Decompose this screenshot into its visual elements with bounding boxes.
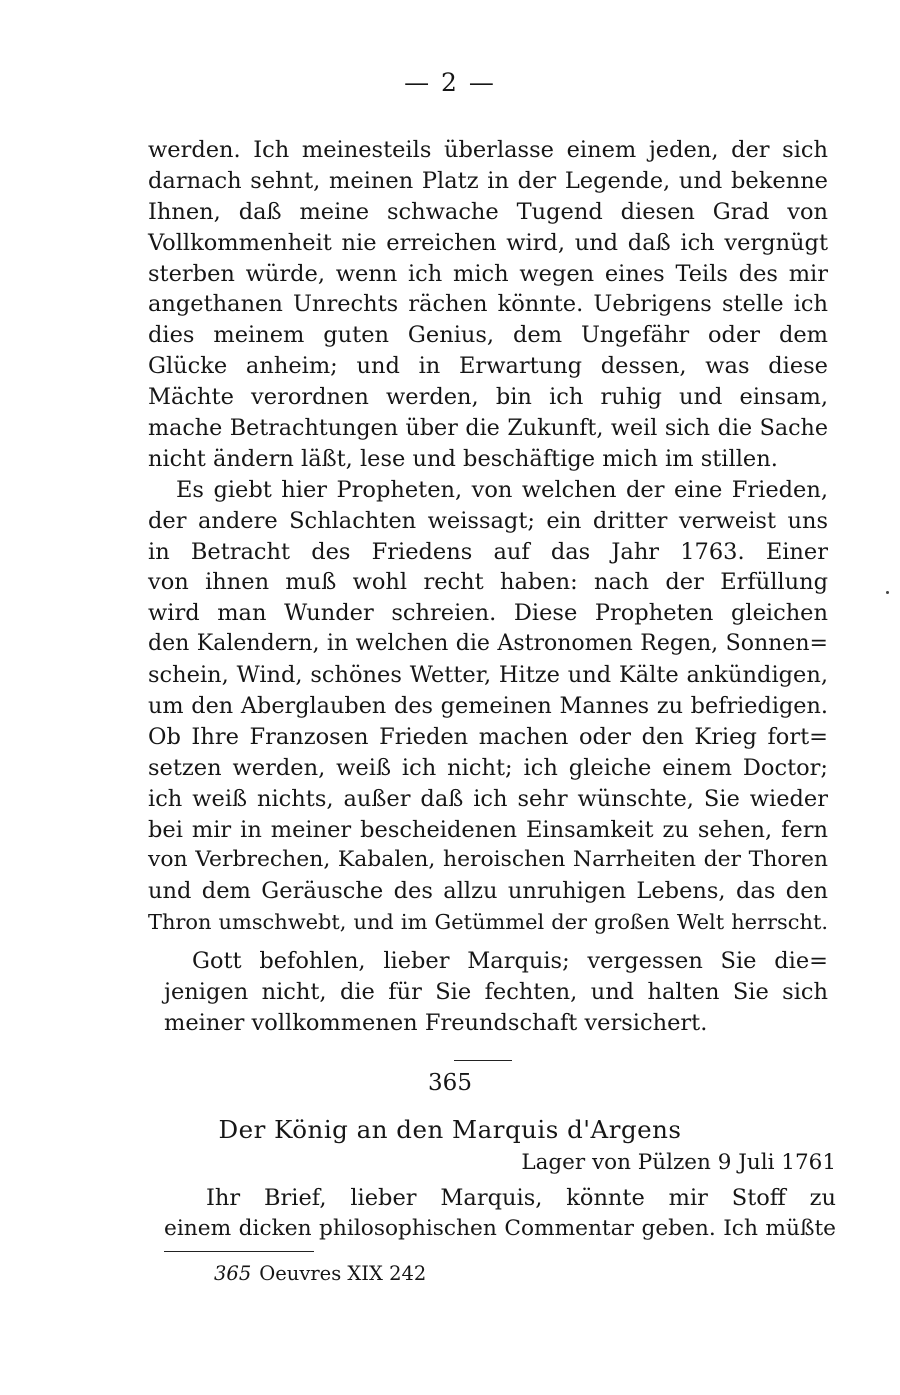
text-line: einem dicken philosophischen Commentar geben. Ich müßte — [164, 1215, 836, 1241]
text-line: Vollkommenheit nie erreichen wird, und daß ich vergnügt — [148, 229, 828, 256]
text-line: darnach sehnt, meinen Platz in der Legende, und bekenne — [148, 167, 828, 194]
letter-365-body — [164, 1183, 836, 1245]
text-line: der andere Schlachten weissagt; ein dritter verweist uns — [148, 507, 828, 534]
text-line: schein, Wind, schönes Wetter, Hitze und Kälte ankündigen, — [148, 662, 828, 689]
print-speck — [886, 591, 889, 594]
section-divider — [454, 1060, 512, 1061]
text-line: nicht ändern läßt, lese und beschäftige mich im stillen. — [148, 445, 778, 472]
text-line: sterben würde, wenn ich mich wegen eines Teils des mir — [148, 260, 828, 287]
text-line: meiner vollkommenen Freundschaft versichert. — [164, 1009, 708, 1036]
text-line: den Kalendern, in welchen die Astronomen Regen, Sonnen= — [148, 631, 828, 657]
text-line: Ihnen, daß meine schwache Tugend diesen Grad von — [148, 198, 828, 225]
text-line: ich weiß nichts, außer daß ich sehr wünschte, Sie wieder — [148, 785, 828, 812]
text-line: von ihnen muß wohl recht haben: nach der Erfüllung — [148, 569, 828, 596]
text-line: Mächte verordnen werden, bin ich ruhig und einsam, — [148, 384, 828, 411]
text-line: setzen werden, weiß ich nicht; ich gleiche einem Doctor; — [148, 754, 828, 781]
text-line: jenigen nicht, die für Sie fechten, und halten Sie sich — [164, 978, 828, 1005]
page-number: — 2 — — [404, 68, 496, 97]
text-line: Thron umschwebt, und im Getümmel der großen Welt herrscht. — [148, 910, 828, 935]
text-line: Es giebt hier Propheten, von welchen der eine Frieden, — [176, 476, 828, 503]
text-line: angethanen Unrechts rächen könnte. Uebrigens stelle ich — [148, 291, 828, 318]
text-line: mache Betrachtungen über die Zukunft, weil sich die Sache — [148, 415, 828, 442]
text-line: Glücke anheim; und in Erwartung dessen, was diese — [148, 353, 828, 380]
text-line: und dem Geräusche des allzu unruhigen Lebens, das den — [148, 878, 828, 905]
text-line: bei mir in meiner bescheidenen Einsamkeit zu sehen, fern — [148, 816, 828, 843]
letter-number: 365 — [428, 1070, 472, 1096]
text-line: Gott befohlen, lieber Marquis; vergessen Sie die= — [192, 948, 828, 974]
text-line: Ob Ihre Franzosen Frieden machen oder den Krieg fort= — [148, 723, 828, 750]
text-line: dies meinem guten Genius, dem Ungefähr oder dem — [148, 322, 828, 349]
letter-dateline: Lager von Pülzen 9 Juli 1761 — [521, 1150, 836, 1175]
text-line: in Betracht des Friedens auf das Jahr 1763. Einer — [148, 538, 828, 565]
footnote-number: 365 — [214, 1262, 252, 1285]
letter-364-body — [148, 135, 828, 938]
letter-364-closing — [148, 946, 828, 1039]
letter-title: Der König an den Marquis d'Argens — [218, 1115, 682, 1144]
text-line: von Verbrechen, Kabalen, heroischen Narrheiten der Thoren — [148, 847, 828, 873]
text-line: Ihr Brief, lieber Marquis, könnte mir Stoff zu — [206, 1185, 836, 1211]
text-line: um den Aberglauben des gemeinen Mannes zu befriedigen. — [148, 693, 828, 720]
text-line: werden. Ich meinesteils überlasse einem jeden, der sich — [148, 137, 828, 163]
footnote-text: Oeuvres XIX 242 — [259, 1262, 427, 1285]
text-line: wird man Wunder schreien. Diese Propheten gleichen — [148, 600, 828, 627]
footnote — [214, 1262, 426, 1285]
footnote-divider — [164, 1251, 314, 1252]
